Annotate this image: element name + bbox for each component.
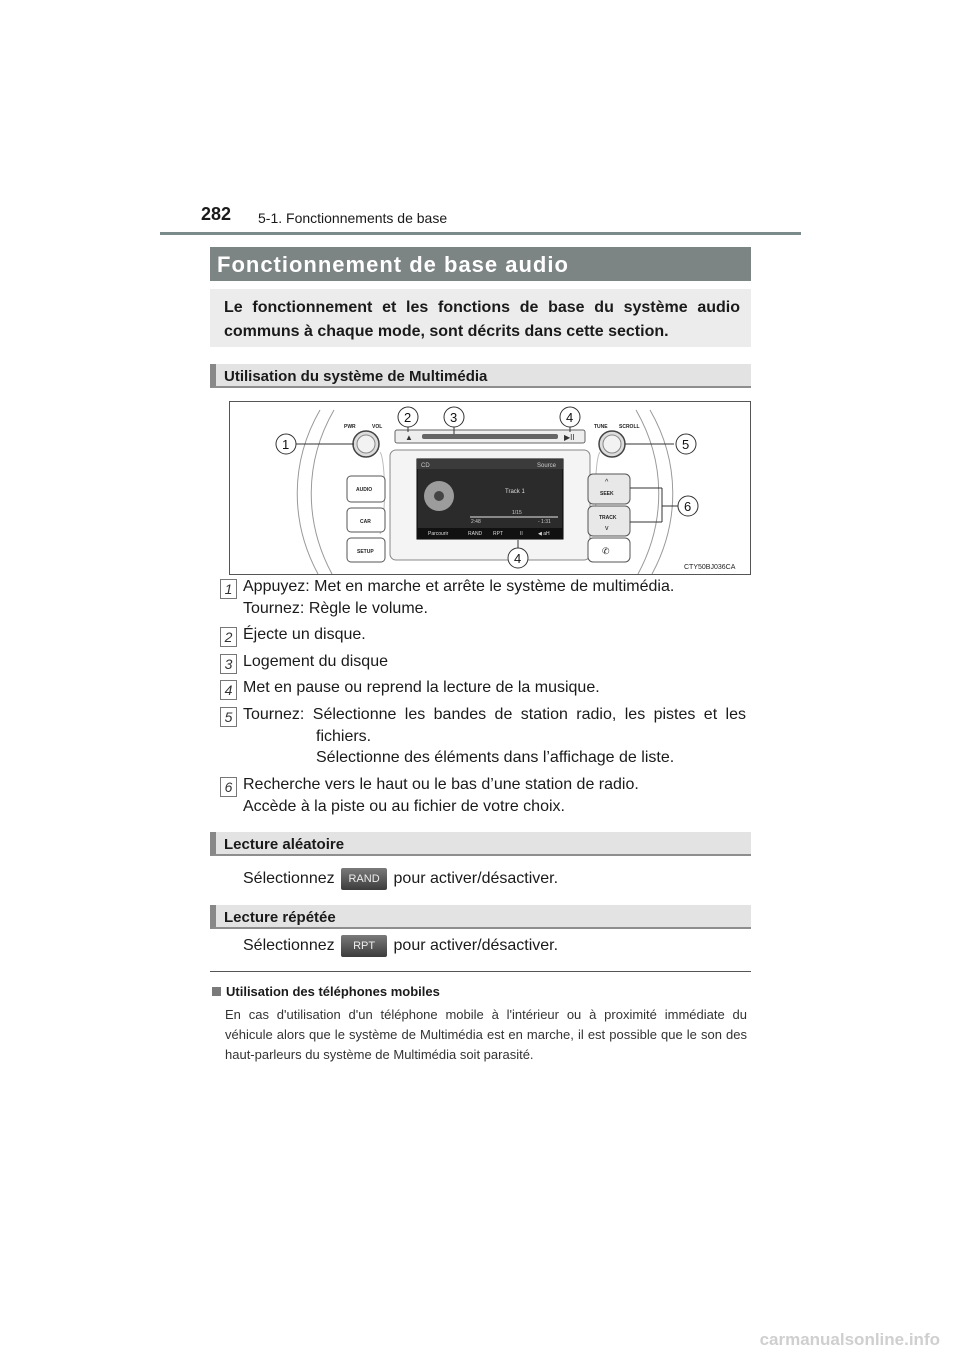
svg-text:▶II: ▶II <box>564 433 575 442</box>
random-post: pour activer/désactiver. <box>393 870 559 888</box>
pwr-label: PWR <box>344 424 356 430</box>
item-5-line-2: fichiers. <box>316 728 372 745</box>
item-number-5: 5 <box>220 707 237 727</box>
rpt-button[interactable]: RPT <box>341 935 387 957</box>
track-button-label: TRACK <box>599 515 617 521</box>
section-breadcrumb: 5-1. Fonctionnements de base <box>258 210 448 226</box>
callout-3: 3 <box>450 410 458 425</box>
square-bullet-icon <box>212 987 221 996</box>
intro-text: Le fonctionnement et les fonctions de base du système audio communs à chaque mode, sont décrits dans cette section. <box>224 299 740 340</box>
callout-1: 1 <box>282 437 290 452</box>
svg-text:v: v <box>605 525 609 532</box>
rand-button[interactable]: RAND <box>341 868 387 890</box>
setup-button-label: SETUP <box>357 549 374 555</box>
audio-panel-figure <box>229 401 751 575</box>
figure-code: CTY50BJ036CA <box>684 564 736 571</box>
screen-cd-label: CD <box>421 463 430 469</box>
softkey-volume: ◀ aH <box>538 531 550 537</box>
header-rule <box>160 232 801 235</box>
item-4-line-1: Met en pause ou reprend la lecture de la musique. <box>243 679 600 696</box>
page-title: Fonctionnement de base audio <box>217 252 569 277</box>
item-number-2: 2 <box>220 627 237 647</box>
item-6-line-2: Accède à la piste ou au fichier de votre choix. <box>243 798 565 815</box>
callout-6: 6 <box>684 499 692 514</box>
vol-label: VOL <box>372 424 383 430</box>
screen-track-counter: 1/15 <box>512 510 522 516</box>
callout-4-top: 4 <box>566 410 574 425</box>
svg-text:✆: ✆ <box>602 546 610 556</box>
softkey-rand: RAND <box>468 531 483 537</box>
screen-elapsed-time: 2:48 <box>471 519 481 525</box>
repeat-pre: Sélectionnez <box>243 937 335 955</box>
note-divider <box>210 971 751 972</box>
item-number-1: 1 <box>220 579 237 599</box>
svg-text:^: ^ <box>605 479 609 486</box>
screen-source-label: Source <box>537 463 557 469</box>
item-2-line-1: Éjecte un disque. <box>243 626 366 643</box>
audio-button-label: AUDIO <box>356 487 373 493</box>
item-1-line-2: Tournez: Règle le volume. <box>243 600 428 617</box>
car-button-label: CAR <box>360 519 371 525</box>
svg-text:▲: ▲ <box>405 433 413 442</box>
softkey-rpt: RPT <box>493 531 503 537</box>
repeat-instruction <box>243 935 558 957</box>
section-heading-random: Lecture aléatoire <box>224 836 345 853</box>
item-number-6: 6 <box>220 777 237 797</box>
screen-remaining-time: - 1:31 <box>538 519 551 525</box>
screen-track-title: Track 1 <box>505 489 525 495</box>
audio-panel-illustration <box>230 402 750 574</box>
item-6-line-1: Recherche vers le haut ou le bas d’une station de radio. <box>243 776 639 793</box>
item-5-line-1: Tournez: Sélectionne les bandes de station radio, les pistes et les <box>243 706 746 723</box>
callout-4-bottom: 4 <box>514 551 522 566</box>
callout-5: 5 <box>682 437 690 452</box>
item-3-line-1: Logement du disque <box>243 653 388 670</box>
random-pre: Sélectionnez <box>243 870 335 888</box>
item-number-3: 3 <box>220 654 237 674</box>
page-number: 282 <box>201 204 232 224</box>
tune-label: TUNE <box>594 424 608 430</box>
softkey-parcourir: Parcourir <box>428 531 449 537</box>
note-heading <box>212 984 440 999</box>
note-heading-text: Utilisation des téléphones mobiles <box>226 984 440 999</box>
scroll-label: SCROLL <box>619 424 640 430</box>
random-instruction <box>243 868 558 890</box>
item-number-4: 4 <box>220 680 237 700</box>
watermark: carmanualsonline.info <box>759 1330 940 1349</box>
item-1-line-1: Appuyez: Met en marche et arrête le système de multimédia. <box>243 578 675 595</box>
repeat-post: pour activer/désactiver. <box>393 937 559 955</box>
seek-button-label: SEEK <box>600 491 614 497</box>
item-5-line-3: Sélectionne des éléments dans l’affichage de liste. <box>316 749 675 766</box>
softkey-pause: II <box>520 531 523 537</box>
section-heading-multimedia: Utilisation du système de Multimédia <box>224 368 488 385</box>
note-body: En cas d'utilisation d'un téléphone mobile à l'intérieur ou à proximité immédiate du véhicule alors que le système de Multimédia est en marche, il est possible que le son des haut-parleurs du système de Multimédia soit parasité. <box>225 1007 747 1062</box>
section-heading-repeat: Lecture répétée <box>224 909 336 926</box>
callout-2: 2 <box>404 410 412 425</box>
